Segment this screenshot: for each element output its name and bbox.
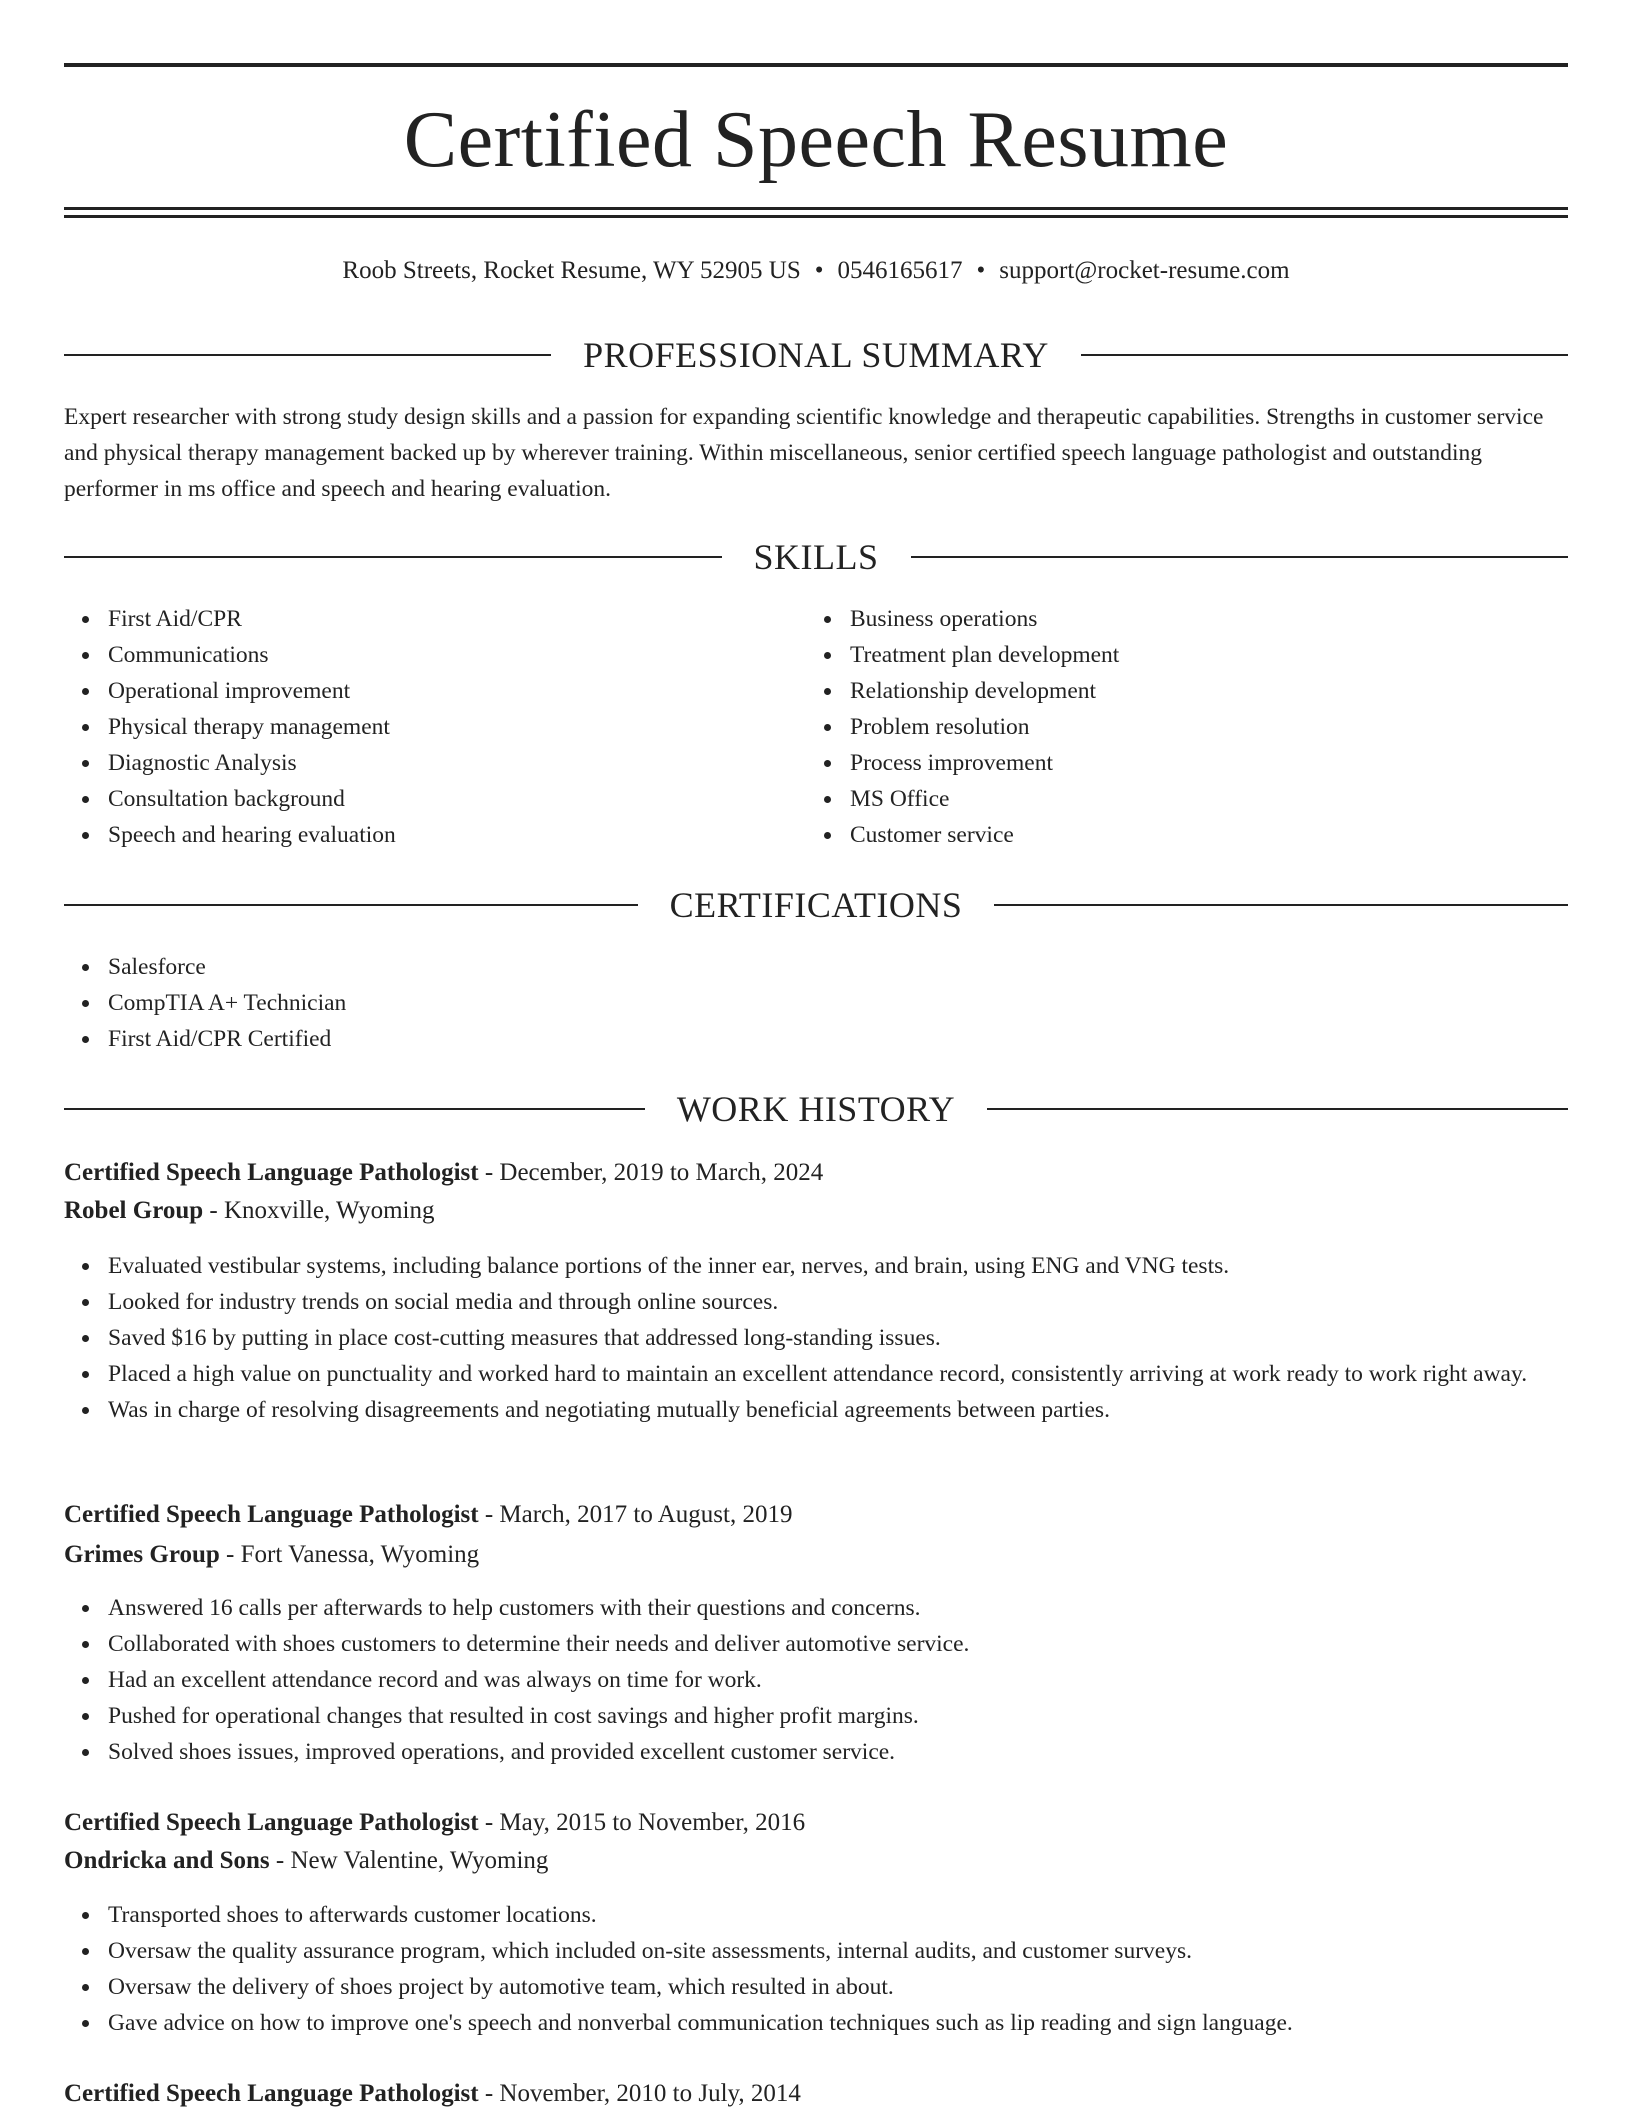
skill-item: Speech and hearing evaluation	[108, 817, 808, 853]
contact-address: Roob Streets, Rocket Resume, WY 52905 US	[342, 257, 801, 284]
heading-rule	[64, 904, 638, 906]
job-bullet: Gave advice on how to improve one's speech and nonverbal communication techniques such as lip reading and sign language.	[108, 2005, 1568, 2041]
job-location: - Knoxville, Wyoming	[203, 1197, 435, 1224]
job-bullets	[64, 1248, 1568, 1428]
skill-item: Relationship development	[850, 673, 1550, 709]
section-heading-skills	[64, 535, 1568, 579]
skill-item: First Aid/CPR	[108, 601, 808, 637]
job-bullet: Placed a high value on punctuality and worked hard to maintain an excellent attendance record, consistently arriving at work ready to work right away.	[108, 1356, 1568, 1392]
job-company: Grimes Group	[64, 1541, 220, 1568]
skill-item: Customer service	[850, 817, 1550, 853]
certification-item: Salesforce	[108, 949, 1568, 985]
section-title: SKILLS	[753, 537, 879, 577]
job-title: Certified Speech Language Pathologist	[64, 2080, 479, 2107]
section-heading-certifications	[64, 883, 1568, 927]
job-bullet: Evaluated vestibular systems, including balance portions of the inner ear, nerves, and brain, using ENG and VNG tests.	[108, 1248, 1568, 1284]
skill-item: Communications	[108, 637, 808, 673]
job-title: Certified Speech Language Pathologist	[64, 1501, 479, 1528]
contact-email: support@rocket-resume.com	[999, 257, 1290, 284]
job-title: Certified Speech Language Pathologist	[64, 1809, 479, 1836]
job-bullet: Oversaw the delivery of shoes project by automotive team, which resulted in about.	[108, 1969, 1568, 2005]
job-dates: - March, 2017 to August, 2019	[478, 1501, 793, 1528]
top-rule	[64, 63, 1568, 67]
contact-separator: •	[814, 257, 824, 284]
job-company-line	[64, 1843, 1568, 1879]
heading-rule	[994, 904, 1568, 906]
job-bullet: Pushed for operational changes that resulted in cost savings and higher profit margins.	[108, 1698, 1568, 1734]
job-dates: - November, 2010 to July, 2014	[478, 2080, 801, 2107]
section-heading-summary	[64, 333, 1568, 377]
summary-text: Expert researcher with strong study design skills and a passion for expanding scientific knowledge and therapeutic capabilities. Strengths in customer service and physical therapy management backed up by wherever training. Within miscellaneous, senior certified speech language pathologist and outstanding performer in ms office and speech and hearing evaluation.	[64, 404, 1544, 502]
job-bullet: Oversaw the quality assurance program, which included on-site assessments, internal audits, and customer surveys.	[108, 1933, 1568, 1969]
heading-rule	[1081, 354, 1568, 356]
title-rule-lower	[64, 215, 1568, 218]
contact-line	[64, 254, 1568, 288]
heading-rule	[911, 556, 1569, 558]
job-bullet: Collaborated with shoes customers to determine their needs and deliver automotive service.	[108, 1626, 1568, 1662]
job-bullet: Solved shoes issues, improved operations, and provided excellent customer service.	[108, 1734, 1568, 1770]
skill-item: Consultation background	[108, 781, 808, 817]
skill-item: MS Office	[850, 781, 1550, 817]
heading-rule	[64, 1108, 645, 1110]
certification-item: First Aid/CPR Certified	[108, 1021, 1568, 1057]
section-title: PROFESSIONAL SUMMARY	[583, 335, 1049, 375]
job-bullet: Had an excellent attendance record and was always on time for work.	[108, 1662, 1568, 1698]
job-company-line	[64, 1193, 1568, 1229]
skills-list-right	[806, 601, 1550, 853]
job-bullet: Answered 16 calls per afterwards to help customers with their questions and concerns.	[108, 1590, 1568, 1626]
job-bullets	[64, 1590, 1568, 1770]
skill-item: Business operations	[850, 601, 1550, 637]
section-title: CERTIFICATIONS	[669, 885, 963, 925]
section-heading-work-history	[64, 1087, 1568, 1131]
job-company-line	[64, 1537, 1568, 1573]
heading-rule	[987, 1108, 1568, 1110]
job-bullets	[64, 1897, 1568, 2041]
job-bullet: Transported shoes to afterwards customer locations.	[108, 1897, 1568, 1933]
title-rule-upper	[64, 207, 1568, 210]
job-bullet: Saved $16 by putting in place cost-cutting measures that addressed long-standing issues.	[108, 1320, 1568, 1356]
skill-item: Physical therapy management	[108, 709, 808, 745]
job-bullet: Looked for industry trends on social media and through online sources.	[108, 1284, 1568, 1320]
job-location: - New Valentine, Wyoming	[269, 1847, 549, 1874]
skill-item: Diagnostic Analysis	[108, 745, 808, 781]
certifications-list	[64, 949, 1568, 1057]
heading-rule	[64, 556, 722, 558]
contact-phone: 0546165617	[837, 257, 963, 284]
heading-rule	[64, 354, 551, 356]
contact-separator: •	[976, 257, 986, 284]
skills-list-left	[64, 601, 808, 853]
certification-item: CompTIA A+ Technician	[108, 985, 1568, 1021]
job-title: Certified Speech Language Pathologist	[64, 1159, 479, 1186]
job-company: Robel Group	[64, 1197, 204, 1224]
job-title-line	[64, 2076, 1568, 2112]
skill-item: Process improvement	[850, 745, 1550, 781]
resume-title: Certified Speech Resume	[403, 96, 1229, 184]
job-dates: - December, 2019 to March, 2024	[478, 1159, 824, 1186]
job-title-line	[64, 1497, 1568, 1533]
job-company: Ondricka and Sons	[64, 1847, 270, 1874]
job-dates: - May, 2015 to November, 2016	[478, 1809, 806, 1836]
job-location: - Fort Vanessa, Wyoming	[219, 1541, 480, 1568]
skill-item: Treatment plan development	[850, 637, 1550, 673]
job-title-line	[64, 1155, 1568, 1191]
skill-item: Problem resolution	[850, 709, 1550, 745]
job-bullet: Was in charge of resolving disagreements and negotiating mutually beneficial agreements between parties.	[108, 1392, 1568, 1428]
job-title-line	[64, 1805, 1568, 1841]
skill-item: Operational improvement	[108, 673, 808, 709]
section-title: WORK HISTORY	[676, 1089, 956, 1129]
